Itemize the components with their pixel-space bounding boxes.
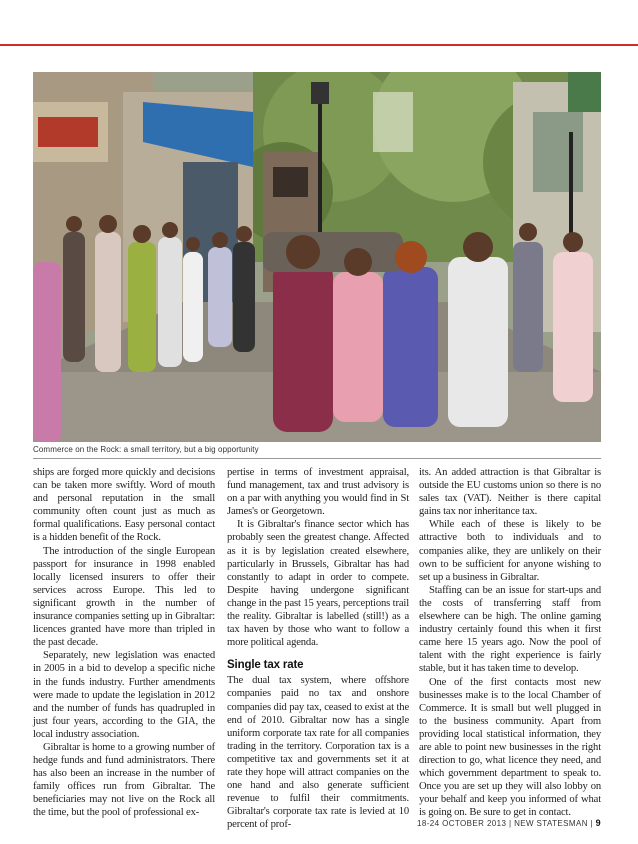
street-photo bbox=[33, 72, 601, 442]
paragraph: One of the first contacts most new businesses make is to the local Chamber of Commerce. It is small but well plugged in to the business community. Apart from providing local statistical information, they are able to point new businesses in the right direction to go, what licence they need, and which government department to speak to. Once you are set up they will also lobby on your behalf and keep you informed of what is going on. Be sure to get in contact. bbox=[419, 676, 601, 819]
article-column-1 bbox=[33, 466, 215, 820]
paragraph: its. An added attraction is that Gibraltar is outside the EU customs union so there is no sales tax (VAT). Neither is there capital gains tax nor inheritance tax. bbox=[419, 467, 601, 518]
paragraph: It is Gibraltar's finance sector which has probably seen the greatest change. Affected as it is by legislation created elsewhere, particularly in Brussels, Gibraltar has had constantly to adapt in order to compete. Despite having undergone significant change in the past 15 years, perceptions trail the reality. Gibraltar is labelled (still!) as a tax haven by those who want to follow a more political agenda. bbox=[227, 519, 409, 649]
section-subhead: Single tax rate bbox=[227, 659, 304, 672]
article-column-3 bbox=[419, 466, 601, 820]
caption-divider bbox=[33, 458, 601, 459]
paragraph: Separately, new legislation was enacted in 2005 in a bid to develop a specific niche in the funds industry. Further amendments were made to update the legislation in 2012 and the number of funds has quadrupled in just four years, according to the GIA, the local industry association. bbox=[33, 650, 215, 740]
issue-info: 18-24 OCTOBER 2013 | NEW STATESMAN | bbox=[417, 819, 593, 828]
paragraph: pertise in terms of investment appraisal, fund management, tax and trust advisory is on a par with anything you would find in St James's or Georgetown. bbox=[227, 467, 409, 518]
photo-caption: Commerce on the Rock: a small territory, but a big opportunity bbox=[33, 445, 259, 454]
paragraph: The introduction of the single European passport for insurance in 1998 enabled locally licensed insurers to offer their services across Europe. This led to significant growth in the number of insurance companies setting up in Gibraltar: licences granted have more than tripled in the past decade. bbox=[33, 545, 215, 649]
paragraph: Staffing can be an issue for start-ups and the costs of transferring staff from elsewhere can be high. The online gaming industry certainly found this when it first came here 15 years ago. Now the pool of talent with the right experience is fairly stable, but it has taken time to develop. bbox=[419, 584, 601, 675]
paragraph: ships are forged more quickly and decisions can be taken more swiftly. Word of mouth and personal reputation in the small community often count just as much as formal qualifications. Easy personal contact is a hidden benefit of the Rock. bbox=[33, 467, 215, 544]
page-number: 9 bbox=[595, 818, 601, 828]
article-column-2 bbox=[227, 466, 409, 831]
paragraph: While each of these is likely to be attractive both to individuals and to companies alike, they are unlikely on their own to be sufficient for anyone wishing to set up a business in Gibraltar. bbox=[419, 519, 601, 583]
street-photo-icon bbox=[33, 72, 601, 442]
top-red-rule bbox=[0, 44, 638, 46]
page-footer bbox=[300, 818, 601, 828]
paragraph: Gibraltar is home to a growing number of hedge funds and fund administrators. There has also been an increase in the number of family offices run from Gibraltar. The beneficiaries may not live on the Rock all the time, but the pool of professional ex- bbox=[33, 741, 215, 819]
paragraph: The dual tax system, where offshore companies paid no tax and onshore companies did pay tax, ceased to exist at the end of 2010. Gibraltar now has a single uniform corporate tax rate for all companies trading in the territory. Corporation tax is a competitive tax and governments set it at rate they hope will attract companies on the one hand and also generate sufficient revenue to fulfil their commitments. Gibraltar's corporate tax rate is levied at 10 percent of prof- bbox=[227, 675, 409, 831]
